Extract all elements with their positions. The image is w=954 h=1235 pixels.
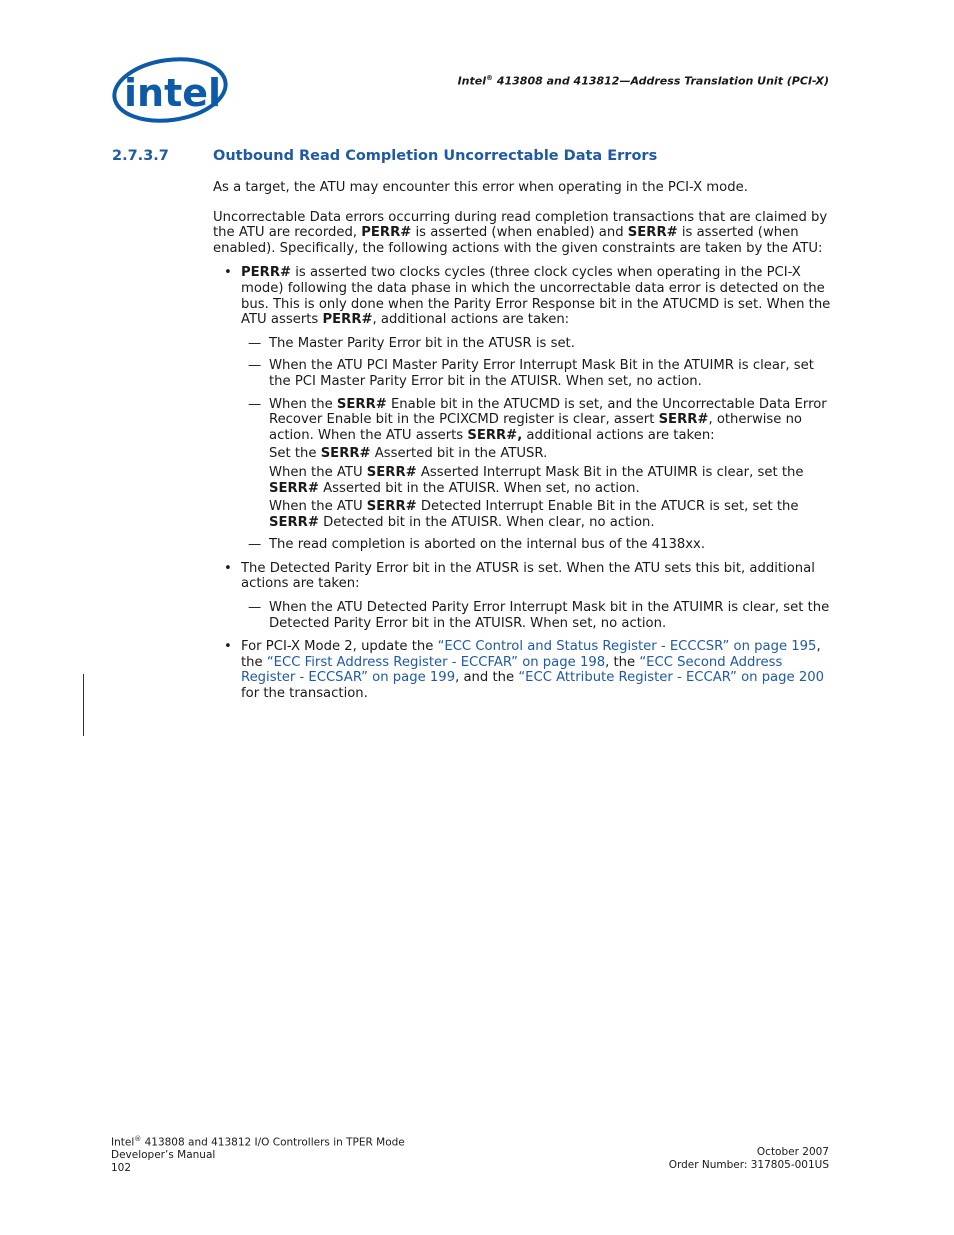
list-item: • The Detected Parity Error bit in the ATUSR is set. When the ATU sets this bit, additional actions are taken: — When the ATU Detected Parity Error Interrupt Mask bit in the ATUIMR is clear, set the Detected Parity Error bit in the ATUISR. When set, no action. (224, 560, 830, 631)
list-item: — When the ATU Detected Parity Error Interrupt Mask bit in the ATUIMR is clear, set the Detected Parity Error bit in the ATUISR. When set, no action. (248, 600, 830, 631)
page-number: 102 (111, 1161, 132, 1174)
list-item: • PERR# is asserted two clocks cycles (three clock cycles when operating in the PCI-X mode) following the data phase in which the uncorrectable data error is detected on the bus. This is only done when the Parity Error Response bit in the ATUCMD is set. When the ATU asserts PERR#, additional actions are taken: — The Master Parity Error bit in the ATUSR is set. — When the ATU PCI Master Parity Error Interrupt Mask Bit in the ATUIMR is clear, set the PCI Master Parity Error bit in the ATUISR. When set, no action. — When the SERR# Enable bit in the ATUCMD is set, and the Uncorrectable Data Error Recover Enable bit in the PCIXCMD register is clear, assert SERR#, otherwise no action. When the ATU asserts SERR#, additional actions are taken: Set the SERR# Asserted bit in the ATUSR. When the ATU SERR# Asserted Interrupt Mask Bit in the ATUIMR is clear, set the SERR# Asserted bit in the ATUISR. When set, no action. When the ATU SERR# Detected Interrupt Enable Bit in the ATUCR is set, set the SERR# Detected bit in the ATUISR. When clear, no action. — The read completion is aborted on the internal bus of the 4138xx. (224, 265, 831, 553)
bullet-marker: • (224, 639, 232, 655)
list-item: — When the SERR# Enable bit in the ATUCMD is set, and the Uncorrectable Data Error Recover Enable bit in the PCIXCMD register is clear, assert SERR#, otherwise no action. When the ATU asserts SERR#, additional actions are taken: Set the SERR# Asserted bit in the ATUSR. When the ATU SERR# Asserted Interrupt Mask Bit in the ATUIMR is clear, set the SERR# Asserted bit in the ATUISR. When set, no action. When the ATU SERR# Detected Interrupt Enable Bit in the ATUCR is set, set the SERR# Detected bit in the ATUISR. When clear, no action. (241, 397, 831, 531)
footer-doc-title: 413808 and 413812 I/O Controllers in TPER Mode (141, 1136, 405, 1149)
sub-paragraph: Set the SERR# Asserted bit in the ATUSR. (269, 446, 548, 462)
list-item: — When the ATU PCI Master Parity Error Interrupt Mask Bit in the ATUIMR is clear, set the PCI Master Parity Error bit in the ATUISR. When set, no action. (248, 358, 814, 389)
section-title: Outbound Read Completion Uncorrectable Data Errors (213, 148, 658, 164)
footer-date: October 2007 (756, 1146, 829, 1158)
link-eccar[interactable]: “ECC Attribute Register - ECCAR” on page 200 (518, 670, 824, 686)
paragraph-intro: As a target, the ATU may encounter this error when operating in the PCI-X mode. (213, 180, 748, 195)
footer-left (111, 1133, 405, 1174)
paragraph-main: Uncorrectable Data errors occurring during read completion transactions that are claimed by the ATU are recorded, PERR# is asserted (when enabled) and SERR# is asserted (when enabled). Specifically, the following actions with the given constraints are taken by the ATU: (213, 209, 828, 256)
dash-marker: — (248, 396, 262, 412)
list-item: — The Master Parity Error bit in the ATUSR is set. (248, 335, 575, 351)
footer-reg-mark: ® (134, 1135, 142, 1143)
logo-text: intel (124, 71, 222, 115)
header-brand: Intel (457, 74, 486, 88)
dash-list (241, 600, 831, 631)
footer-brand: Intel (111, 1136, 135, 1149)
footer-right (669, 1146, 829, 1171)
header-reg-mark: ® (486, 74, 493, 82)
bullet-marker: • (224, 560, 232, 576)
sub-paragraph: When the ATU SERR# Asserted Interrupt Mask Bit in the ATUIMR is clear, set the SERR# Asserted bit in the ATUISR. When set, no action. (269, 464, 804, 496)
intel-logo (108, 50, 228, 130)
bullet-marker: • (224, 265, 232, 281)
dash-marker: — (248, 358, 262, 374)
footer-order-number: Order Number: 317805-001US (668, 1158, 829, 1171)
list-item: — The read completion is aborted on the internal bus of the 4138xx. (248, 537, 706, 553)
link-ecccsr[interactable]: “ECC Control and Status Register - ECCCSR” on page 195 (437, 639, 817, 655)
bullet-list (213, 265, 831, 701)
dash-list (241, 336, 831, 553)
dash-marker: — (248, 537, 262, 553)
header-title: 413808 and 413812—Address Translation Unit (PCI-X) (493, 74, 829, 88)
dash-marker: — (248, 335, 262, 351)
change-bar (83, 674, 84, 736)
link-eccfar[interactable]: “ECC First Address Register - ECCFAR” on page 198 (266, 654, 606, 670)
dash-marker: — (248, 600, 262, 616)
section-heading (112, 148, 657, 164)
footer-doc-type: Developer’s Manual (111, 1149, 216, 1162)
section-body (213, 180, 831, 710)
running-header (458, 74, 829, 88)
link-eccsar[interactable]: “ECC Second Address Register - ECCSAR” on page 199 (241, 654, 783, 686)
sub-paragraph: When the ATU SERR# Detected Interrupt Enable Bit in the ATUCR is set, set the SERR# Detected bit in the ATUISR. When clear, no action. (269, 499, 799, 530)
list-item: • For PCI-X Mode 2, update the “ECC Control and Status Register - ECCCSR” on page 195, the “ECC First Address Register - ECCFAR” on page 198, the “ECC Second Address Register - ECCSAR” on page 199, and the “ECC Attribute Register - ECCAR” on page 200 for the transaction. (224, 639, 824, 702)
section-number: 2.7.3.7 (112, 148, 169, 164)
